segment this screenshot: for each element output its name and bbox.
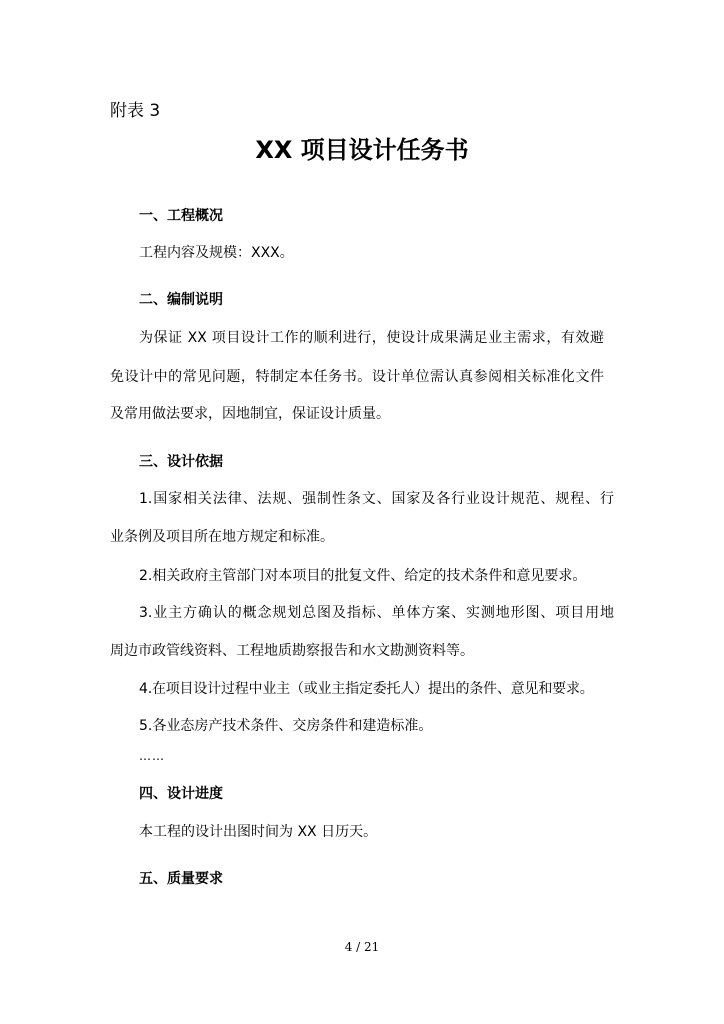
- basis-item-2: 2.相关政府主管部门对本项目的批复文件、给定的技术条件和意见要求。: [139, 568, 587, 584]
- overview-content: 工程内容及规模：XXX。: [139, 245, 294, 261]
- appendix-label: 附表 3: [110, 101, 161, 121]
- section-heading-schedule: 四、设计进度: [139, 786, 223, 802]
- basis-item-3-line-2: 周边市政管线资料、工程地质勘察报告和水文勘测资料等。: [110, 643, 474, 659]
- section-heading-basis: 三、设计依据: [139, 454, 223, 470]
- basis-item-5: 5.各业态房产技术条件、交房条件和建造标准。: [139, 718, 433, 734]
- page-number: 4 / 21: [344, 940, 380, 954]
- section-heading-overview: 一、工程概况: [139, 208, 223, 224]
- description-line-1: 为保证 XX 项目设计工作的顺利进行，使设计成果满足业主需求，有效避: [139, 330, 604, 346]
- section-heading-description: 二、编制说明: [139, 292, 223, 308]
- basis-item-1-line-2: 业条例及项目所在地方规定和标准。: [110, 529, 334, 545]
- description-line-3: 及常用做法要求，因地制宜，保证设计质量。: [110, 406, 390, 422]
- basis-ellipsis: ……: [139, 749, 165, 763]
- schedule-content: 本工程的设计出图时间为 XX 日历天。: [139, 824, 378, 840]
- basis-item-4: 4.在项目设计过程中业主（或业主指定委托人）提出的条件、意见和要求。: [139, 681, 594, 697]
- basis-item-1-line-1: 1.国家相关法律、法规、强制性条文、国家及各行业设计规范、规程、行: [139, 491, 614, 507]
- document-title: XX 项目设计任务书: [255, 136, 469, 164]
- section-heading-quality: 五、质量要求: [139, 871, 223, 887]
- description-line-2: 免设计中的常见问题，特制定本任务书。设计单位需认真参阅相关标准化文件: [110, 369, 604, 385]
- basis-item-3-line-1: 3.业主方确认的概念规划总图及指标、单体方案、实测地形图、项目用地: [139, 605, 614, 621]
